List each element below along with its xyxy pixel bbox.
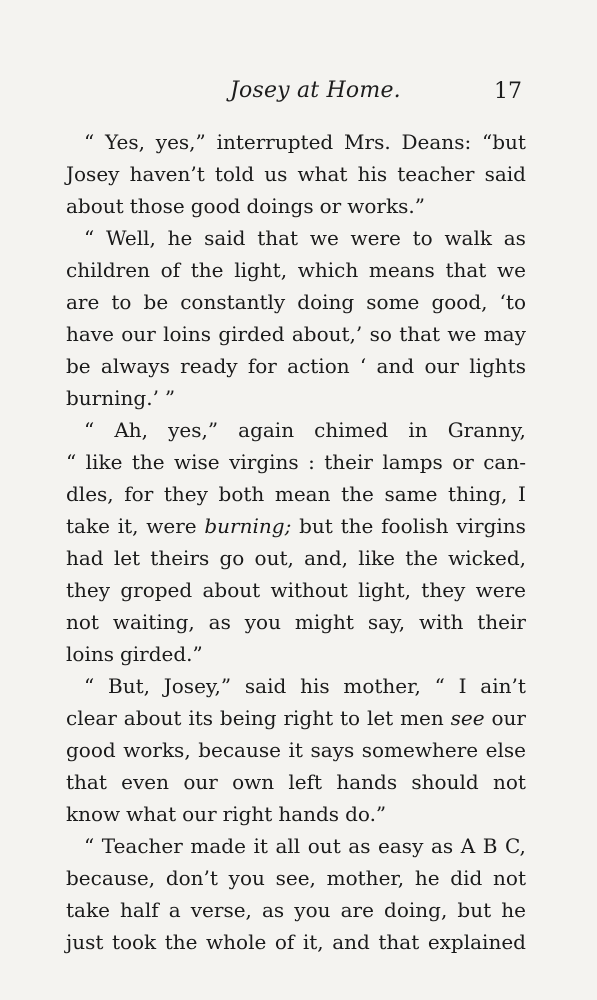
word: C, <box>504 834 526 858</box>
word: foolish <box>381 514 449 538</box>
word: let <box>113 546 141 570</box>
word: always <box>100 354 170 378</box>
word: good, <box>431 290 488 314</box>
word: good <box>190 194 241 218</box>
word: ‘ <box>359 354 367 378</box>
word: hands <box>336 770 398 794</box>
text-line <box>66 638 526 670</box>
word: the <box>341 482 374 506</box>
word: that <box>257 226 299 250</box>
word: took <box>111 930 157 954</box>
word: not <box>492 770 526 794</box>
word: their <box>324 450 373 474</box>
running-title: Josey at Home. <box>230 78 401 103</box>
word: being <box>219 706 277 730</box>
word: told <box>214 162 255 186</box>
word: he <box>167 226 193 250</box>
word: verse, <box>190 898 252 922</box>
word: as <box>430 834 454 858</box>
word: wise <box>174 450 220 474</box>
word: same <box>384 482 438 506</box>
word: constantly <box>180 290 286 314</box>
word: he <box>501 898 526 922</box>
word: it <box>288 738 303 762</box>
word: “ <box>84 226 95 250</box>
word: you <box>244 610 281 634</box>
word: they <box>421 578 466 602</box>
word: out, <box>254 546 294 570</box>
word: because <box>198 738 281 762</box>
word: virgins <box>229 450 299 474</box>
italic-word: burning; <box>204 514 292 538</box>
word: A <box>460 834 476 858</box>
word: that <box>445 258 487 282</box>
word: us <box>264 162 288 186</box>
word: “ <box>84 130 95 154</box>
word: take <box>66 898 110 922</box>
word: do.” <box>345 802 387 826</box>
text-line <box>66 382 526 414</box>
text-line <box>66 702 526 734</box>
word: children <box>66 258 150 282</box>
word: those <box>129 194 185 218</box>
word: light, <box>234 258 288 282</box>
word: doings <box>246 194 314 218</box>
word: we <box>497 258 526 282</box>
word: says <box>310 738 355 762</box>
word: Teacher <box>101 834 183 858</box>
text-line <box>66 798 526 830</box>
word: ready <box>180 354 238 378</box>
word: to <box>340 706 361 730</box>
word: lamps <box>382 450 443 474</box>
text-line <box>66 478 526 510</box>
word: in <box>408 418 428 442</box>
word: ain’t <box>480 674 526 698</box>
word: for <box>124 482 154 506</box>
word: “ <box>84 674 95 698</box>
text-line <box>66 926 526 958</box>
word: about <box>66 194 124 218</box>
word: be <box>143 290 169 314</box>
word: Yes, <box>105 130 145 154</box>
word: see, <box>275 866 316 890</box>
word: the <box>131 450 165 474</box>
word: Well, <box>105 226 156 250</box>
body-text <box>66 126 526 958</box>
word: have <box>66 322 114 346</box>
word: its <box>188 706 214 730</box>
word: dles, <box>66 482 114 506</box>
word: of <box>160 258 181 282</box>
word: own <box>232 770 275 794</box>
word: mother, <box>343 674 421 698</box>
word: they <box>66 578 111 602</box>
word: haven’t <box>129 162 205 186</box>
word: because, <box>66 866 156 890</box>
word: were <box>146 514 197 538</box>
word: again <box>238 418 295 442</box>
word: mean <box>274 482 331 506</box>
text-line <box>66 894 526 926</box>
word: to <box>412 226 433 250</box>
word: about,’ <box>291 322 363 346</box>
word: of <box>274 930 295 954</box>
word: not <box>66 610 99 634</box>
word: as <box>348 834 371 858</box>
word: doing, <box>384 898 448 922</box>
word: B <box>482 834 498 858</box>
word: else <box>485 738 526 762</box>
word: Ah, <box>114 418 148 442</box>
word: we <box>309 226 339 250</box>
word: not <box>493 866 526 890</box>
word: were <box>350 226 401 250</box>
word: but <box>299 514 333 538</box>
word: are <box>340 898 374 922</box>
word: doing <box>297 290 355 314</box>
word: right <box>222 802 273 826</box>
word: or <box>452 450 474 474</box>
word: men <box>400 706 444 730</box>
word: our <box>182 802 217 826</box>
word: Deans: <box>401 130 472 154</box>
word: the <box>340 514 374 538</box>
word: his <box>300 674 330 698</box>
word: are <box>66 290 100 314</box>
word: let <box>366 706 394 730</box>
word: go <box>219 546 245 570</box>
word: hands <box>278 802 340 826</box>
word: mother, <box>326 866 405 890</box>
word: somewhere <box>361 738 479 762</box>
page-header <box>0 78 597 110</box>
word: virgins <box>456 514 526 538</box>
text-line <box>66 606 526 638</box>
word: all <box>275 834 301 858</box>
text-line <box>66 414 526 446</box>
word: I <box>517 482 526 506</box>
word: yes,” <box>168 418 219 442</box>
word: chimed <box>314 418 389 442</box>
word: “ <box>66 450 77 474</box>
word: Josey,” <box>163 674 232 698</box>
word: both <box>218 482 265 506</box>
word: or <box>319 194 342 218</box>
word: half <box>120 898 159 922</box>
word: ” <box>164 386 176 410</box>
word: : <box>308 450 315 474</box>
word: easy <box>378 834 424 858</box>
word: works.” <box>347 194 425 218</box>
word: that <box>66 770 107 794</box>
word: what <box>126 802 177 826</box>
word: our <box>121 322 156 346</box>
word: were <box>475 578 526 602</box>
word: whole <box>206 930 267 954</box>
text-line <box>66 446 526 478</box>
word: good <box>66 738 116 762</box>
word: the <box>405 546 438 570</box>
word: light, <box>358 578 412 602</box>
text-line <box>66 734 526 766</box>
text-line <box>66 158 526 190</box>
word: should <box>411 770 479 794</box>
word: which <box>297 258 359 282</box>
word: be <box>66 354 91 378</box>
word: out <box>307 834 341 858</box>
text-line <box>66 510 526 542</box>
word: loins <box>163 322 212 346</box>
word: just <box>66 930 104 954</box>
word: about <box>202 578 261 602</box>
word: theirs <box>150 546 210 570</box>
word: can- <box>483 450 526 474</box>
word: “ <box>84 418 95 442</box>
text-line <box>66 766 526 798</box>
word: that <box>378 930 420 954</box>
text-line <box>66 318 526 350</box>
word: like <box>85 450 123 474</box>
word: it, <box>117 514 139 538</box>
word: as <box>503 226 526 250</box>
word: may <box>483 322 526 346</box>
word: without <box>270 578 348 602</box>
text-line <box>66 670 526 702</box>
word: but <box>457 898 492 922</box>
word: know <box>66 802 121 826</box>
word: it, <box>302 930 324 954</box>
word: might <box>294 610 354 634</box>
word: some <box>366 290 420 314</box>
word: and <box>376 354 415 378</box>
word: thing, <box>448 482 508 506</box>
word: that <box>399 322 441 346</box>
word: wicked, <box>448 546 526 570</box>
word: we <box>447 322 477 346</box>
word: our <box>183 770 218 794</box>
word: as <box>262 898 285 922</box>
text-line <box>66 574 526 606</box>
word: with <box>418 610 464 634</box>
word: But, <box>108 674 150 698</box>
word: say, <box>367 610 406 634</box>
word: said <box>244 674 287 698</box>
text-line <box>66 350 526 382</box>
word: made <box>190 834 246 858</box>
word: left <box>288 770 323 794</box>
text-line <box>66 126 526 158</box>
word: groped <box>120 578 193 602</box>
word: teacher <box>397 162 475 186</box>
word: Josey <box>66 162 120 186</box>
word: waiting, <box>112 610 195 634</box>
word: did <box>450 866 483 890</box>
word: said <box>484 162 526 186</box>
word: you <box>294 898 331 922</box>
word: yes,” <box>155 130 206 154</box>
word: girded <box>218 322 285 346</box>
word: explained <box>427 930 526 954</box>
page-number: 17 <box>494 79 522 104</box>
word: a <box>168 898 181 922</box>
italic-word: see <box>450 706 485 730</box>
word: right <box>283 706 334 730</box>
word: and, <box>304 546 349 570</box>
word: walk <box>444 226 492 250</box>
word: interrupted <box>216 130 334 154</box>
word: our <box>424 354 459 378</box>
word: the <box>164 930 198 954</box>
word: clear <box>66 706 117 730</box>
word: they <box>163 482 208 506</box>
word: take <box>66 514 110 538</box>
text-line <box>66 862 526 894</box>
word: “ <box>84 834 95 858</box>
text-line <box>66 286 526 318</box>
word: as <box>208 610 231 634</box>
word: girded.” <box>119 642 203 666</box>
word: ‘to <box>499 290 526 314</box>
word: action <box>287 354 350 378</box>
word: burning.’ <box>66 386 159 410</box>
word: “ <box>434 674 445 698</box>
text-line <box>66 190 526 222</box>
word: and <box>332 930 370 954</box>
word: Granny, <box>447 418 526 442</box>
word: so <box>369 322 392 346</box>
word: “but <box>482 130 526 154</box>
word: about <box>123 706 182 730</box>
word: their <box>477 610 526 634</box>
word: said <box>204 226 246 250</box>
text-line <box>66 222 526 254</box>
word: I <box>458 674 467 698</box>
word: Mrs. <box>344 130 391 154</box>
word: even <box>121 770 170 794</box>
text-line <box>66 254 526 286</box>
word: it <box>253 834 268 858</box>
word: he <box>414 866 440 890</box>
word: like <box>358 546 395 570</box>
text-line <box>66 830 526 862</box>
word: the <box>190 258 224 282</box>
word: to <box>111 290 132 314</box>
word: what <box>297 162 348 186</box>
word: you <box>228 866 265 890</box>
text-line <box>66 542 526 574</box>
word: don’t <box>165 866 218 890</box>
word: lights <box>469 354 526 378</box>
word: works, <box>123 738 191 762</box>
word: for <box>247 354 277 378</box>
word: had <box>66 546 104 570</box>
word: his <box>357 162 388 186</box>
word: means <box>368 258 435 282</box>
word: loins <box>66 642 114 666</box>
word: our <box>491 706 526 730</box>
